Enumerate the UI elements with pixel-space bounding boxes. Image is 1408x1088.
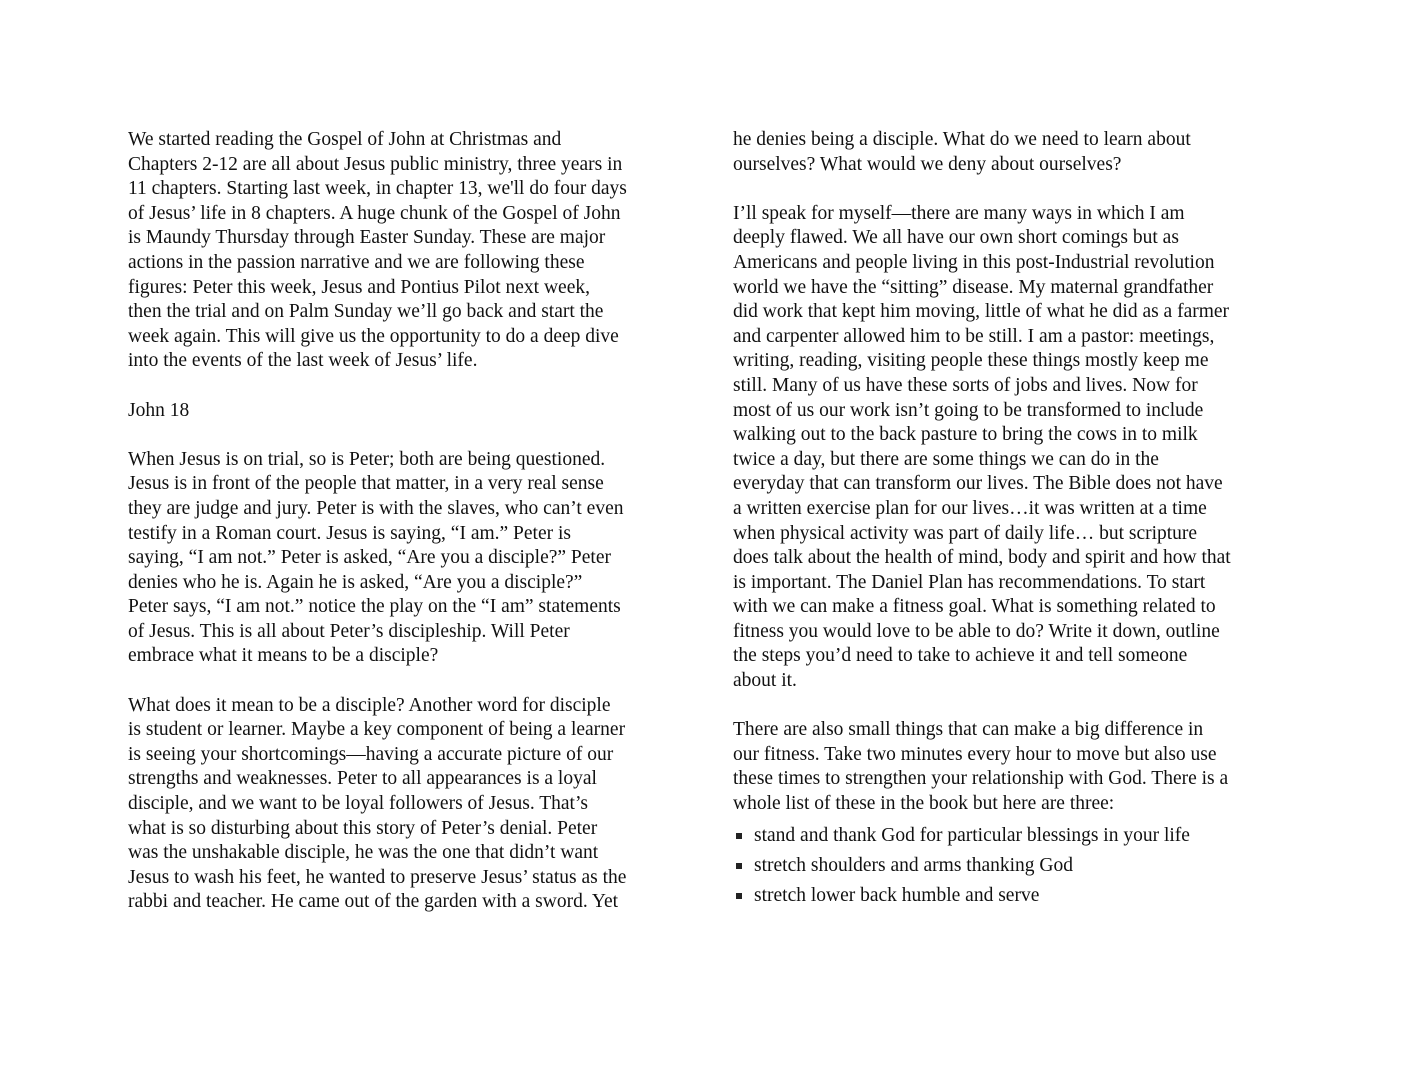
intro-paragraph	[128, 128, 681, 374]
text-line: ourselves? What would we deny about ourselves?	[733, 153, 1122, 175]
text-line: was the unshakable disciple, he was the one that didn’t want	[128, 842, 599, 864]
list-item-text: stretch shoulders and arms thanking God	[754, 854, 1073, 876]
text-line: embrace what it means to be a disciple?	[128, 645, 439, 667]
text-line: they are judge and jury. Peter is with the slaves, who can’t even	[128, 497, 624, 519]
text-line: world we have the “sitting” disease. My maternal grandfather	[733, 276, 1214, 298]
left-column	[128, 128, 681, 940]
text-line: is Maundy Thursday through Easter Sunday. These are major	[128, 227, 606, 249]
small-things-paragraph	[733, 718, 1282, 816]
list-item	[733, 821, 1282, 851]
text-line: rabbi and teacher. He came out of the garden with a sword. Yet	[128, 891, 619, 913]
list-item	[733, 881, 1282, 911]
text-line: saying, “I am not.” Peter is asked, “Are you a disciple?” Peter	[128, 547, 611, 569]
fitness-paragraph	[733, 202, 1282, 694]
text-line: What does it mean to be a disciple? Another word for disciple	[128, 694, 611, 716]
text-line: deeply flawed. We all have our own short comings but as	[733, 227, 1179, 249]
text-line: Americans and people living in this post-Industrial revolution	[733, 251, 1215, 273]
list-item-text: stretch lower back humble and serve	[754, 884, 1040, 906]
text-line: figures: Peter this week, Jesus and Pontius Pilot next week,	[128, 276, 590, 298]
text-line: what is so disturbing about this story of Peter’s denial. Peter	[128, 817, 598, 839]
text-line: writing, reading, visiting people these things mostly keep me	[733, 350, 1209, 372]
text-line: denies who he is. Again he is asked, “Are you a disciple?”	[128, 571, 583, 593]
text-line: strengths and weaknesses. Peter to all appearances is a loyal	[128, 768, 597, 790]
text-line: whole list of these in the book but here are three:	[733, 793, 1115, 815]
text-line: and carpenter allowed him to be still. I am a pastor: meetings,	[733, 325, 1215, 347]
text-line: the steps you’d need to take to achieve it and tell someone	[733, 645, 1188, 667]
text-line: When Jesus is on trial, so is Peter; both are being questioned.	[128, 448, 606, 470]
text-line: twice a day, but there are some things we can do in the	[733, 448, 1159, 470]
bullet-icon	[736, 833, 742, 839]
denial-paragraph	[733, 128, 1282, 177]
text-line: did work that kept him moving, little of what he did as a farmer	[733, 301, 1230, 323]
right-column	[733, 128, 1282, 911]
bullet-icon	[736, 863, 742, 869]
text-line: of Jesus’ life in 8 chapters. A huge chunk of the Gospel of John	[128, 202, 621, 224]
text-line: fitness you would love to be able to do? Write it down, outline	[733, 620, 1220, 642]
text-line: with we can make a fitness goal. What is something related to	[733, 596, 1216, 618]
bullet-list	[733, 821, 1282, 911]
text-line: when physical activity was part of daily life… but scripture	[733, 522, 1198, 544]
text-line: most of us our work isn’t going to be transformed to include	[733, 399, 1204, 421]
text-line: these times to strengthen your relationship with God. There is a	[733, 768, 1229, 790]
section-heading: John 18	[128, 399, 190, 421]
text-line: disciple, and we want to be loyal followers of Jesus. That’s	[128, 793, 588, 815]
text-line: everyday that can transform our lives. The Bible does not have	[733, 473, 1223, 495]
text-line: 11 chapters. Starting last week, in chapter 13, we'll do four days	[128, 178, 627, 200]
text-line: then the trial and on Palm Sunday we’ll go back and start the	[128, 301, 604, 323]
text-line: Peter says, “I am not.” notice the play on the “I am” statements	[128, 596, 621, 618]
text-line: is seeing your shortcomings—having a accurate picture of our	[128, 743, 614, 765]
text-line: walking out to the back pasture to bring the cows in to milk	[733, 424, 1198, 446]
text-line: about it.	[733, 670, 797, 692]
list-item	[733, 851, 1282, 881]
text-line: is important. The Daniel Plan has recommendations. To start	[733, 571, 1206, 593]
text-line: he denies being a disciple. What do we need to learn about	[733, 129, 1191, 150]
text-line: week again. This will give us the opportunity to do a deep dive	[128, 325, 619, 347]
disciple-paragraph	[128, 694, 681, 915]
text-line: I’ll speak for myself—there are many ways in which I am	[733, 202, 1185, 224]
text-line: Jesus is in front of the people that matter, in a very real sense	[128, 473, 604, 495]
text-line: Chapters 2-12 are all about Jesus public ministry, three years in	[128, 153, 623, 175]
trial-paragraph	[128, 448, 681, 669]
bullet-icon	[736, 893, 742, 899]
text-line: actions in the passion narrative and we are following these	[128, 251, 585, 273]
text-line: testify in a Roman court. Jesus is saying, “I am.” Peter is	[128, 522, 571, 544]
text-line: a written exercise plan for our lives…it was written at a time	[733, 497, 1207, 519]
text-line: still. Many of us have these sorts of jobs and lives. Now for	[733, 374, 1198, 396]
text-line: is student or learner. Maybe a key component of being a learner	[128, 719, 626, 741]
text-line: into the events of the last week of Jesus’ life.	[128, 350, 478, 372]
text-line: There are also small things that can make a big difference in	[733, 719, 1204, 741]
text-line: our fitness. Take two minutes every hour to move but also use	[733, 743, 1217, 765]
text-line: does talk about the health of mind, body and spirit and how that	[733, 547, 1231, 569]
text-line: Jesus to wash his feet, he wanted to preserve Jesus’ status as the	[128, 866, 627, 888]
list-item-text: stand and thank God for particular blessings in your life	[754, 824, 1190, 846]
text-line: of Jesus. This is all about Peter’s discipleship. Will Peter	[128, 620, 570, 642]
text-line: We started reading the Gospel of John at Christmas and	[128, 129, 562, 150]
